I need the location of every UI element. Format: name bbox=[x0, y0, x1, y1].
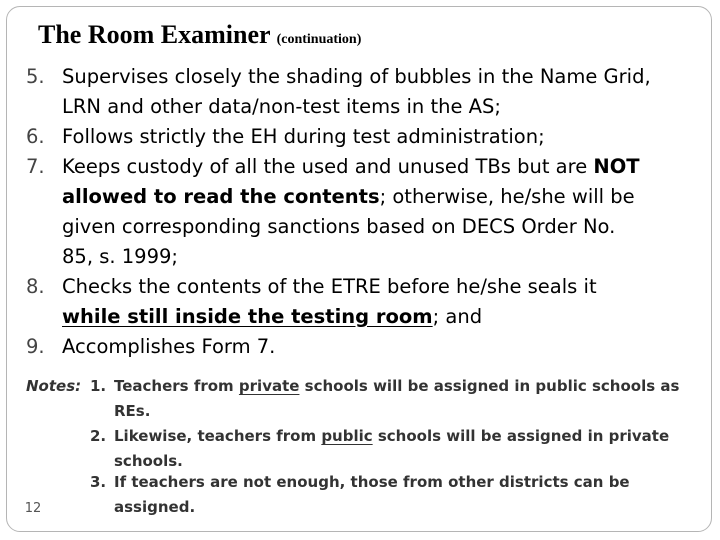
note-text: If teachers are not enough, those from other districts can be bbox=[114, 473, 630, 491]
item-number: 5. bbox=[26, 65, 45, 88]
note-item bbox=[90, 470, 630, 520]
emphasis-testing-room: while still inside the testing room bbox=[62, 305, 433, 328]
item-text: Supervises closely the shading of bubbles in the Name Grid, bbox=[62, 65, 651, 88]
slide-number: 12 bbox=[24, 500, 42, 516]
item-number: 7. bbox=[26, 155, 45, 178]
note-number: 2. bbox=[90, 427, 107, 445]
item-text: 85, s. 1999; bbox=[62, 245, 178, 268]
list-item bbox=[26, 122, 706, 152]
note-text: schools. bbox=[114, 452, 183, 470]
item-text: Follows strictly the EH during test administration; bbox=[62, 125, 545, 148]
list-item bbox=[26, 332, 706, 362]
note-text: Teachers from bbox=[114, 377, 239, 395]
item-text: ; and bbox=[432, 305, 483, 328]
item-number: 9. bbox=[26, 335, 45, 358]
note-number: 1. bbox=[90, 377, 107, 395]
item-text: LRN and other data/non-test items in the AS; bbox=[62, 95, 501, 118]
list-item bbox=[26, 62, 706, 122]
list-item bbox=[26, 152, 706, 272]
emphasis-not: NOT bbox=[593, 155, 640, 178]
note-text: assigned. bbox=[114, 498, 196, 516]
title-subtitle: (continuation) bbox=[276, 32, 362, 47]
title-main: The Room Examiner bbox=[38, 20, 271, 49]
note-emphasis-public: public bbox=[321, 427, 373, 445]
duties-list bbox=[26, 62, 706, 362]
note-emphasis-private: private bbox=[238, 377, 300, 395]
item-text: Keeps custody of all the used and unused TBs but are bbox=[62, 155, 594, 178]
note-text: schools will be assigned in private bbox=[372, 427, 670, 445]
notes-label: Notes: bbox=[26, 377, 82, 395]
note-item bbox=[90, 424, 669, 474]
list-item bbox=[26, 272, 706, 332]
item-number: 6. bbox=[26, 125, 45, 148]
item-number: 8. bbox=[26, 275, 45, 298]
note-number: 3. bbox=[90, 473, 107, 491]
item-text: Checks the contents of the ETRE before he/she seals it bbox=[62, 275, 597, 298]
note-text: Likewise, teachers from bbox=[114, 427, 322, 445]
item-text: Accomplishes Form 7. bbox=[62, 335, 276, 358]
note-item bbox=[90, 374, 679, 424]
item-text: ; otherwise, he/she will be bbox=[379, 185, 635, 208]
item-text: given corresponding sanctions based on DECS Order No. bbox=[62, 215, 616, 238]
note-text: REs. bbox=[114, 402, 151, 420]
note-text: schools will be assigned in public schools as bbox=[299, 377, 680, 395]
emphasis-read-contents: allowed to read the contents bbox=[62, 185, 380, 208]
slide-title bbox=[38, 20, 361, 50]
